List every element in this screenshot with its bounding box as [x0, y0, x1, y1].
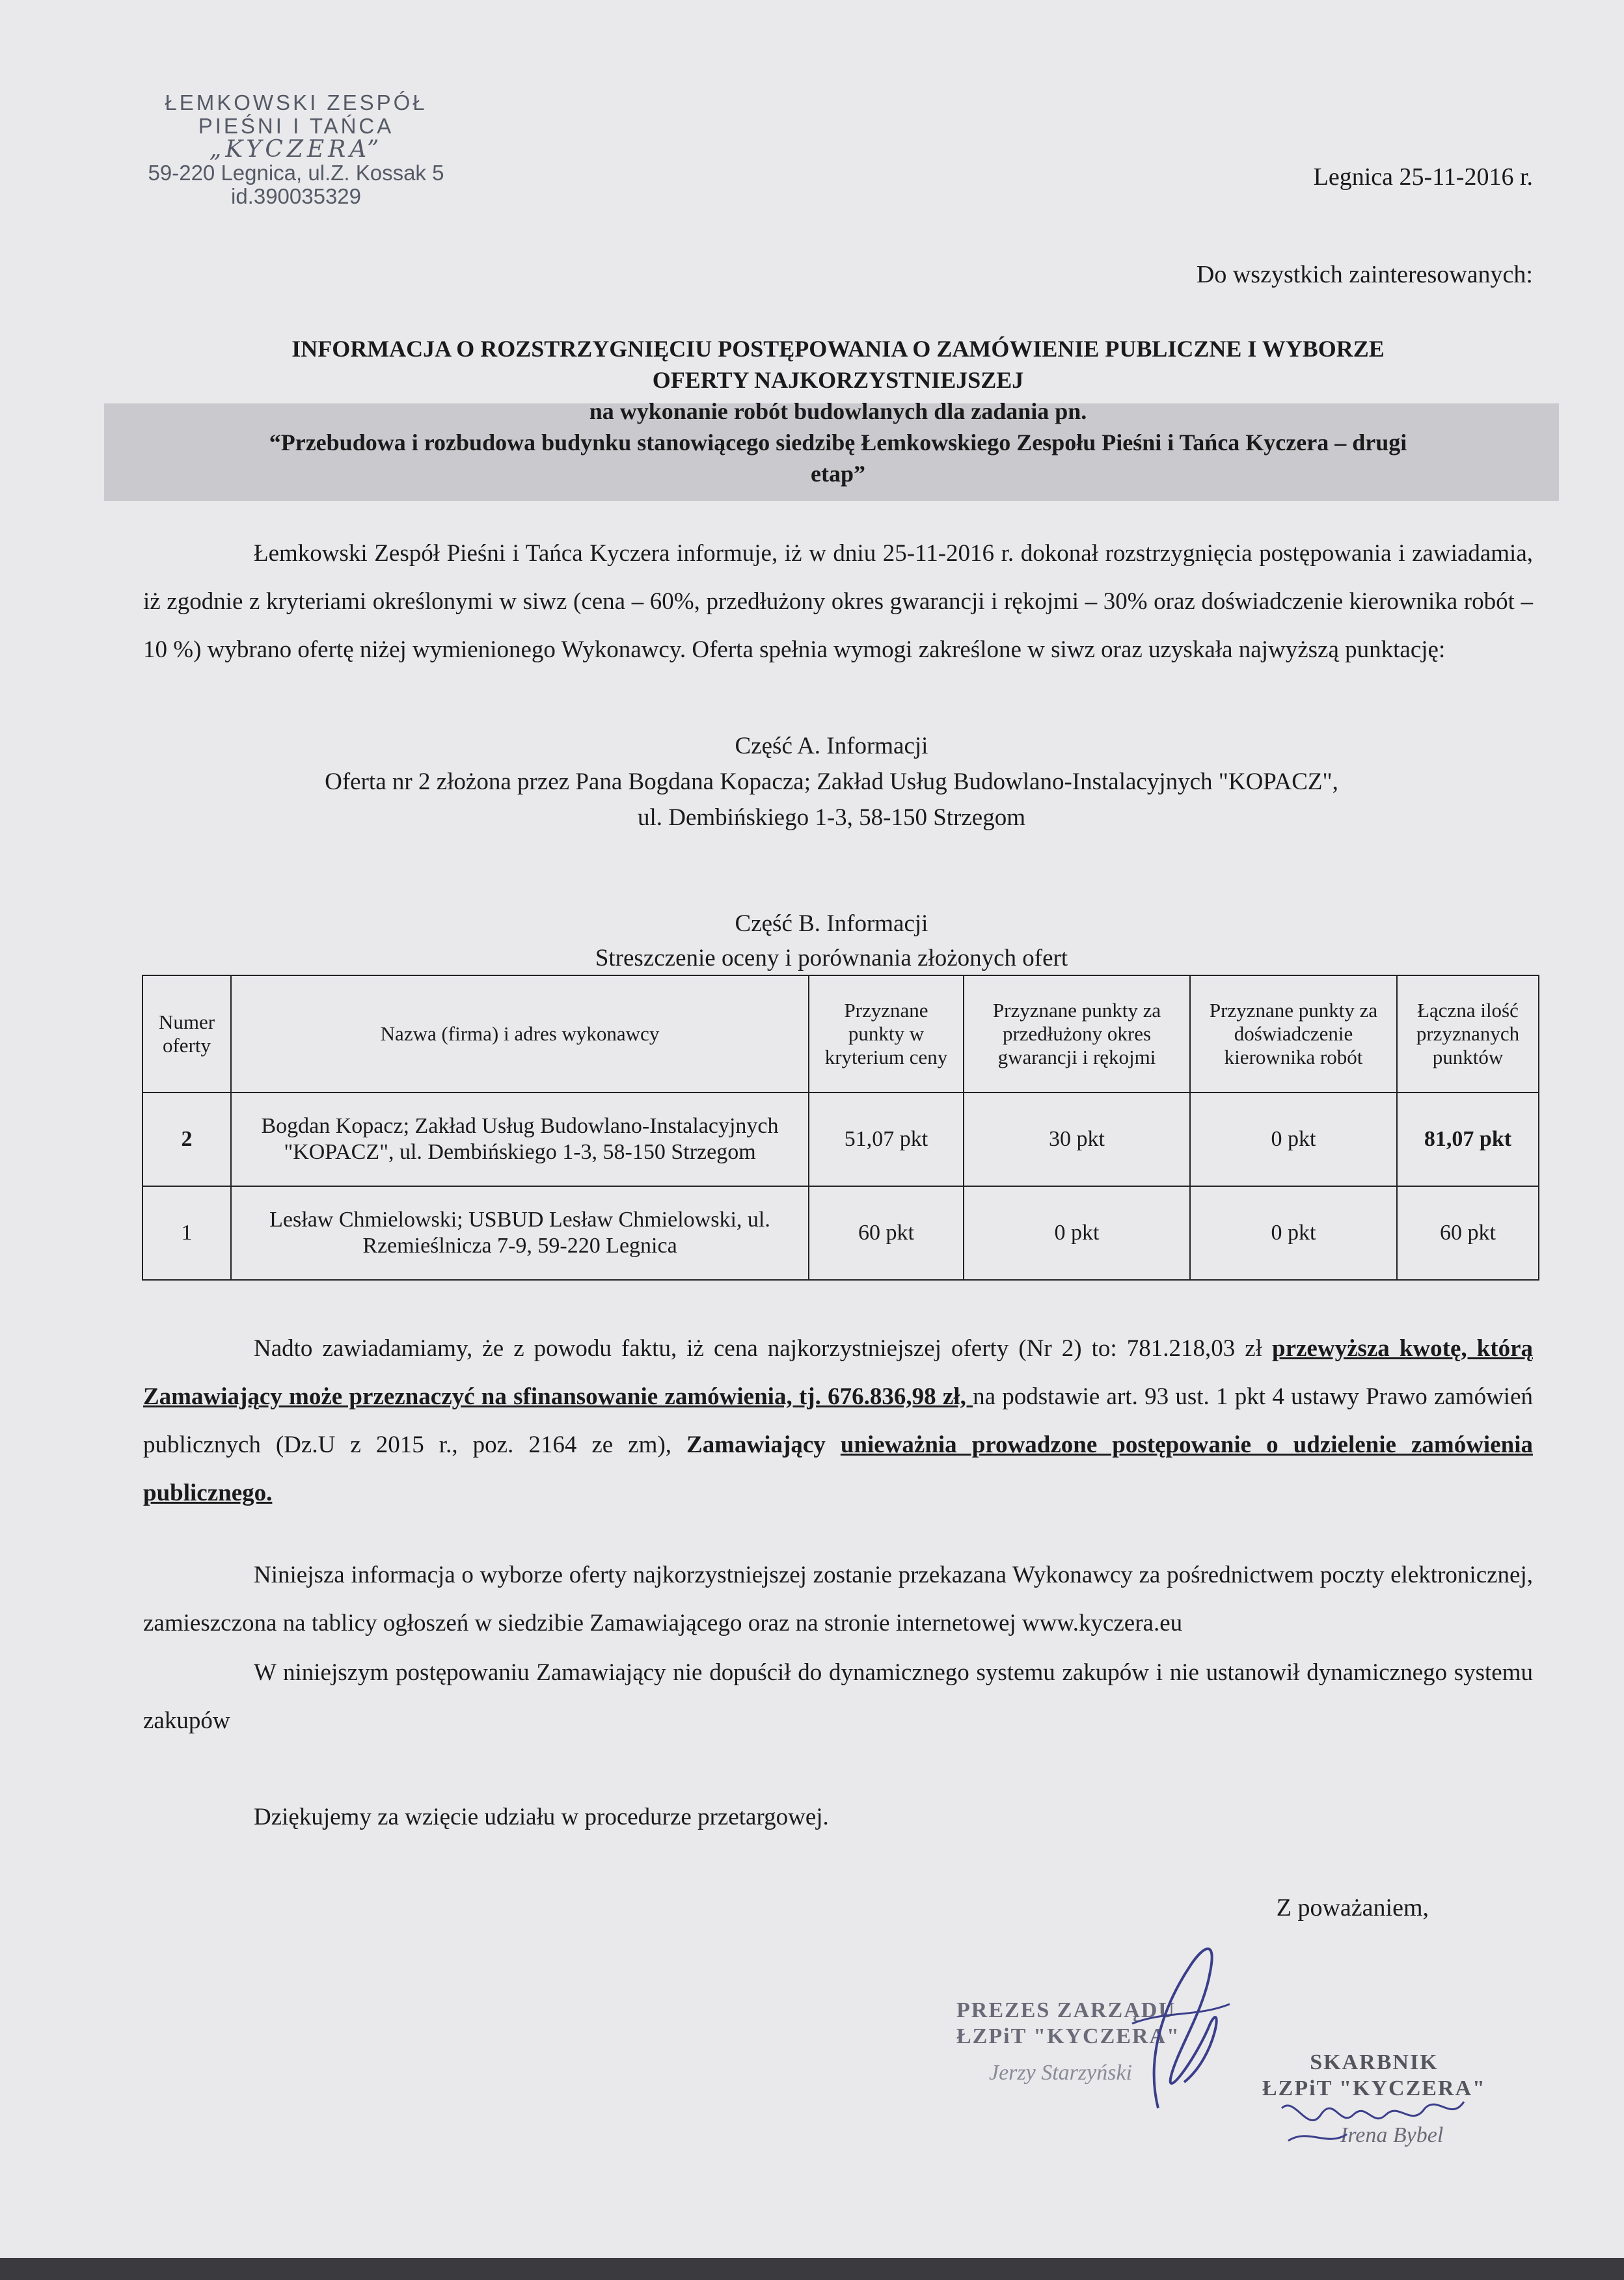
cancellation-text-3: na podstawie art. 93 ust. 1 pkt 4 ustawy Prawo zamówień publicznych (Dz.U z 2015 r., poz. 2164 ze zm),: [143, 1383, 1533, 1458]
cancellation-annulment: unieważnia prowadzone postępowanie o udzielenie zamówienia publicznego.: [143, 1432, 1533, 1506]
total-points: 81,07 pkt: [1397, 1092, 1539, 1186]
cancellation-amount-exceeded: przewyższa kwotę, którą Zamawiający może przeznaczyć na sfinansowanie zamówienia, tj. 676.836,98 zł,: [143, 1335, 1534, 1410]
treasurer-title: SKARBNIK: [1310, 2050, 1439, 2074]
part-b-heading: Część B. Informacji: [735, 910, 928, 937]
title-line-3: na wykonanie robót budowlanych dla zadania pn.: [589, 398, 1087, 424]
contractor-name: Bogdan Kopacz; Zakład Usług Budowlano-Instalacyjnych "KOPACZ", ul. Dembińskiego 1-3, 58-150 Strzegom: [231, 1092, 809, 1186]
price-points: 60 pkt: [809, 1186, 964, 1280]
offer-number: 1: [142, 1186, 231, 1280]
experience-points: 0 pkt: [1190, 1092, 1397, 1186]
treasurer-name: Irena Bybel: [1340, 2123, 1444, 2147]
header-warranty: Przyznane punkty za przedłużony okres gwarancji i rękojmi: [964, 975, 1190, 1092]
dynamic-system-paragraph: W niniejszym postępowaniu Zamawiający nie dopuścił do dynamicznego systemu zakupów i nie ustanowił dynamicznego systemu zakupów: [143, 1659, 1533, 1734]
info-paragraph: Niniejsza informacja o wyborze oferty najkorzystniejszej zostanie przekazana Wykonawcy za pośrednictwem poczty elektronicznej, zamieszczona na tablicy ogłoszeń w siedzibie Zamawiającego oraz na stronie internetowej www.kyczera.eu: [143, 1562, 1533, 1636]
cancellation-paragraph: [143, 1325, 1533, 1517]
president-name: Jerzy Starzyński: [989, 2061, 1133, 2085]
president-title: PREZES ZARZĄDU: [956, 1998, 1176, 2022]
part-b-subheading: Streszczenie oceny i porównania złożonych ofert: [595, 945, 1068, 971]
organization-stamp: [85, 91, 508, 208]
header-experience: Przyznane punkty za doświadczenie kierownika robót: [1190, 975, 1397, 1092]
title-line-1: INFORMACJA O ROZSTRZYGNIĘCIU POSTĘPOWANIA O ZAMÓWIENIE PUBLICZNE I WYBORZE: [291, 336, 1385, 362]
offer-number: 2: [142, 1092, 231, 1186]
stamp-id: id.390035329: [230, 184, 362, 208]
price-points: 51,07 pkt: [809, 1092, 964, 1186]
treasurer-handwritten-signature: [1269, 2069, 1477, 2167]
thanks-paragraph: Dziękujemy za wzięcie udziału w procedurze przetargowej.: [254, 1804, 829, 1830]
treasurer-org: ŁZPiT "KYCZERA": [1262, 2076, 1486, 2100]
header-price: Przyznane punkty w kryterium ceny: [809, 975, 964, 1092]
part-a-heading: Część A. Informacji: [735, 733, 928, 759]
warranty-points: 30 pkt: [964, 1092, 1190, 1186]
stamp-line-1: ŁEMKOWSKI ZESPÓŁ: [165, 90, 427, 115]
table-row: [142, 1186, 1539, 1280]
addressee: Do wszystkich zainteresowanych:: [1196, 261, 1533, 288]
header-total: Łączna ilość przyznanych punktów: [1397, 975, 1539, 1092]
intro-paragraph: Łemkowski Zespół Pieśni i Tańca Kyczera informuje, iż w dniu 25-11-2016 r. dokonał rozstrzygnięcia postępowania i zawiadamia, iż zgodnie z kryteriami określonymi w siwz (cena – 60%, przedłużony okres gwarancji i rękojmi – 30% oraz doświadczenie kierownika robót – 10 %) wybrano ofertę niżej wymienionego Wykonawcy. Oferta spełnia wymogi zakreślone w siwz oraz uzyskała najwyższą punktację:: [143, 540, 1533, 663]
closing-salutation: Z poważaniem,: [1276, 1894, 1429, 1921]
total-points: 60 pkt: [1397, 1186, 1539, 1280]
title-line-5: etap”: [811, 461, 865, 487]
stamp-org-name: „KYCZERA”: [209, 136, 383, 163]
header-contractor: Nazwa (firma) i adres wykonawcy: [231, 975, 809, 1092]
president-org: ŁZPiT "KYCZERA": [956, 2024, 1180, 2048]
table-header-row: [142, 975, 1539, 1092]
contractor-name: Lesław Chmielowski; USBUD Lesław Chmielowski, ul. Rzemieślnicza 7-9, 59-220 Legnica: [231, 1186, 809, 1280]
table-row: [142, 1092, 1539, 1186]
document-title: [104, 333, 1572, 489]
stamp-line-2: PIEŚNI I TAŃCA: [198, 114, 394, 138]
experience-points: 0 pkt: [1190, 1186, 1397, 1280]
part-a-line-1: Oferta nr 2 złożona przez Pana Bogdana Kopacza; Zakład Usług Budowlano-Instalacyjnych "KOPACZ",: [325, 768, 1338, 795]
title-line-2: OFERTY NAJKORZYSTNIEJSZEJ: [652, 367, 1024, 393]
document-date: Legnica 25-11-2016 r.: [1313, 163, 1533, 191]
title-line-4: “Przebudowa i rozbudowa budynku stanowiącego siedzibę Łemkowskiego Zespołu Pieśni i Tańca Kyczera – drugi: [269, 429, 1407, 455]
part-a-line-2: ul. Dembińskiego 1-3, 58-150 Strzegom: [637, 804, 1026, 831]
president-handwritten-signature: [1119, 1926, 1249, 2121]
warranty-points: 0 pkt: [964, 1186, 1190, 1280]
cancellation-ordering-party: Zamawiający: [686, 1432, 841, 1458]
offers-table: [142, 975, 1539, 1281]
scan-bottom-edge: [0, 2258, 1624, 2280]
cancellation-text-1: Nadto zawiadamiamy, że z powodu faktu, iż cena najkorzystniejszej oferty (Nr 2) to: 781.218,03 zł: [254, 1335, 1272, 1362]
header-number: Numer oferty: [142, 975, 231, 1092]
stamp-address: 59-220 Legnica, ul.Z. Kossak 5: [148, 161, 444, 185]
